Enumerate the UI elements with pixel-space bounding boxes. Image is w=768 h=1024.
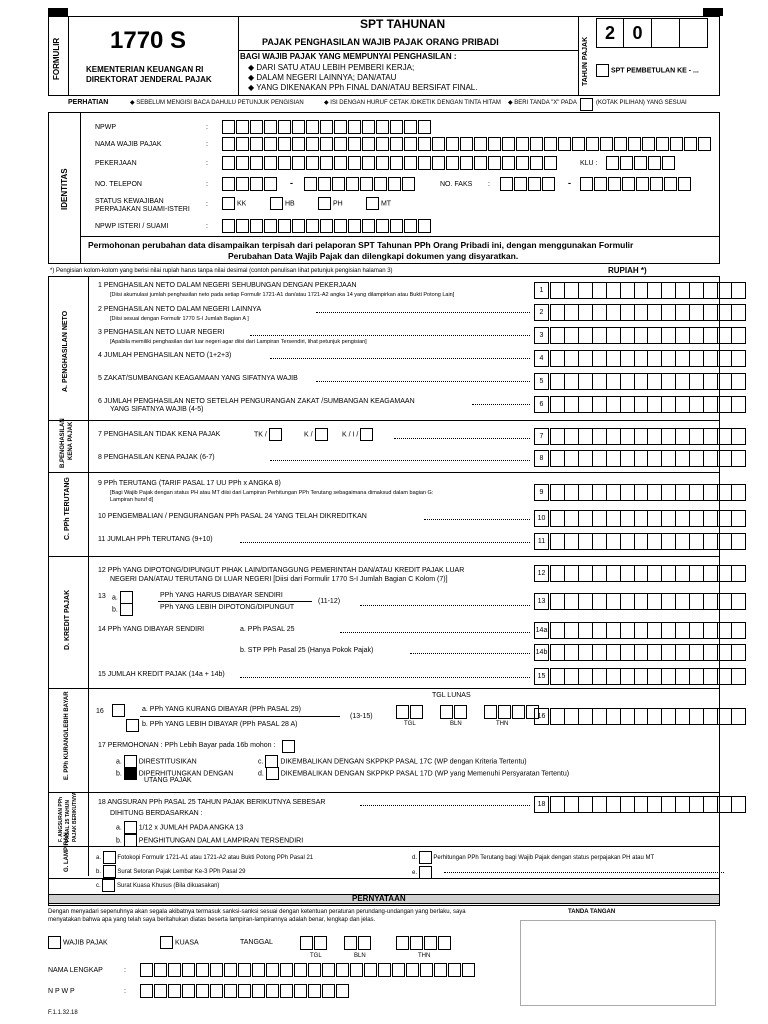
row-11-label: 11 JUMLAH PPh TERUTANG (9+10) bbox=[98, 536, 213, 543]
notice-1: ◆ SEBELUM MENGISI BACA DAHULU PETUNJUK PENGISIAN bbox=[130, 100, 304, 106]
amount-4[interactable] bbox=[550, 350, 746, 367]
colon: : bbox=[488, 181, 490, 188]
colon: : bbox=[206, 160, 208, 167]
installment-option-b[interactable]: b. PENGHITUNGAN DALAM LAMPIRAN TERSENDIRI bbox=[116, 834, 303, 847]
payment-date-year[interactable] bbox=[484, 705, 540, 719]
notice-3: ◆ BERI TANDA "X" PADA bbox=[508, 100, 577, 106]
spt-subtitle: PAJAK PENGHASILAN WAJIB PAJAK ORANG PRIBADI bbox=[262, 37, 499, 47]
klu-label: KLU : bbox=[580, 160, 598, 167]
status-label-1: STATUS KEWAJIBAN bbox=[95, 198, 164, 205]
refund-option[interactable]: a. DIRESTITUSIKAN bbox=[116, 755, 197, 768]
section-f-3: PAJAK BERIKUTNYA bbox=[72, 791, 78, 842]
line-6: 6 bbox=[534, 396, 549, 413]
row-13-number: 13 bbox=[98, 593, 106, 600]
full-name-input[interactable] bbox=[140, 963, 476, 977]
job-input[interactable] bbox=[222, 156, 558, 170]
colon: : bbox=[206, 141, 208, 148]
row-13-formula: (11-12) bbox=[318, 598, 341, 605]
line-2: 2 bbox=[534, 304, 549, 321]
row-18-basis: DIHITUNG BERDASARKAN : bbox=[110, 810, 203, 817]
statement-date-month[interactable] bbox=[344, 936, 372, 950]
attachment-b[interactable]: b. Surat Setoran Pajak Lembar Ke-3 PPh Pasal 29 bbox=[96, 865, 245, 878]
line-8: 8 bbox=[534, 450, 549, 467]
colon: : bbox=[124, 988, 126, 995]
signature-label: TANDA TANGAN bbox=[568, 909, 616, 915]
amount-2[interactable] bbox=[550, 304, 746, 321]
row-13-b[interactable]: b. bbox=[112, 603, 133, 616]
notice-checkbox bbox=[580, 98, 593, 111]
phone-label: NO. TELEPON bbox=[95, 181, 142, 188]
status-ph-option[interactable]: PH bbox=[318, 197, 343, 210]
full-name-label: NAMA LENGKAP bbox=[48, 967, 103, 974]
line-15: 15 bbox=[534, 668, 549, 685]
fax-area-input[interactable] bbox=[500, 177, 556, 191]
tgl-lunas-label: TGL LUNAS bbox=[432, 692, 471, 699]
row-14a-label: a. PPh PASAL 25 bbox=[240, 626, 295, 633]
line-5: 5 bbox=[534, 373, 549, 390]
status-mt-option[interactable]: MT bbox=[366, 197, 391, 210]
row-17-label: 17 PERMOHONAN : PPh Lebih Bayar pada 16b mohon : bbox=[98, 742, 276, 749]
amount-12[interactable] bbox=[550, 565, 746, 582]
statement-text: Dengan menyadari sepenuhnya akan segala akibatnya termasuk sanksi-sanksi sesuai dengan ketentuan peraturan perundang-undangan yang berlaku, saya menyatakan bahwa apa yang telah saya beritahukan diatas beserta lampiran-lampirannya adalah benar, lengkap dan jelas. bbox=[48, 909, 466, 923]
amendment-checkbox[interactable] bbox=[596, 64, 609, 77]
ministry: KEMENTERIAN KEUANGAN RI bbox=[86, 65, 204, 74]
line-4: 4 bbox=[534, 350, 549, 367]
notice-label: PERHATIAN bbox=[68, 99, 109, 106]
status-label-2: PERPAJAKAN SUAMI-ISTERI bbox=[95, 206, 190, 213]
colon: : bbox=[206, 124, 208, 131]
line-9: 9 bbox=[534, 484, 549, 501]
amount-8[interactable] bbox=[550, 450, 746, 467]
fax-number-input[interactable] bbox=[580, 177, 692, 191]
directorate: DIREKTORAT JENDERAL PAJAK bbox=[86, 75, 212, 84]
row-16a-checkbox[interactable] bbox=[112, 704, 125, 717]
row-6-label-2: YANG SIFATNYA WAJIB (4-5) bbox=[110, 406, 204, 413]
amount-10[interactable] bbox=[550, 510, 746, 527]
row-13-a[interactable]: a. bbox=[112, 591, 133, 604]
taxpayer-option[interactable]: WAJIB PAJAK bbox=[48, 936, 108, 949]
line-13: 13 bbox=[534, 593, 549, 610]
line-16: 16 bbox=[534, 708, 549, 725]
section-g: G. LAMPIRAN bbox=[64, 832, 70, 872]
data-change-request-1: Permohonan perubahan data disampaikan terpisah dari pelaporan SPT Tahunan PPh Orang Pribadi ini, dengan menggunakan Formulir bbox=[88, 240, 634, 250]
year-digit-4[interactable] bbox=[680, 18, 708, 48]
offset-option-2: UTANG PAJAK bbox=[144, 777, 192, 784]
colon: : bbox=[206, 181, 208, 188]
row-4-label: 4 JUMLAH PENGHASILAN NETO (1+2+3) bbox=[98, 352, 232, 359]
thn-label: THN bbox=[496, 721, 509, 727]
amount-11[interactable] bbox=[550, 533, 746, 550]
row-5-label: 5 ZAKAT/SUMBANGAN KEAGAMAAN YANG SIFATNYA WAJIB bbox=[98, 375, 298, 382]
status-kk-option[interactable]: KK bbox=[222, 197, 246, 210]
statement-bln-label: BLN bbox=[354, 953, 366, 959]
row-8-label: 8 PENGHASILAN KENA PAJAK (6-7) bbox=[98, 454, 215, 461]
income-bullet-2: ◆ DALAM NEGERI LAINNYA; DAN/ATAU bbox=[248, 73, 397, 82]
payment-date-day[interactable] bbox=[396, 705, 424, 719]
row-12-label: 12 PPh YANG DIPOTONG/DIPUNGUT PIHAK LAIN/DITANGGUNG PEMERINTAH DAN/ATAU KREDIT PAJAK LUAR bbox=[98, 567, 465, 574]
row-16a-label: a. PPh YANG KURANG DIBAYAR (PPh PASAL 29) bbox=[142, 706, 301, 713]
section-f-1: F. ANGSURAN PPh bbox=[58, 796, 64, 842]
attachment-a[interactable]: a. Fotokopi Formulir 1721-A1 atau 1721-A2 atau Bukti Potong PPh Pasal 21 bbox=[96, 851, 313, 864]
ptkp-ki[interactable]: K / I / bbox=[342, 428, 373, 441]
amount-14a[interactable] bbox=[550, 622, 746, 639]
row-6-label: 6 JUMLAH PENGHASILAN NETO SETELAH PENGURANGAN ZAKAT /SUMBANGAN KEAGAMAAN bbox=[98, 398, 415, 405]
npwp-sign-label: N P W P bbox=[48, 988, 75, 995]
income-bullet-1: ◆ DARI SATU ATAU LEBIH PEMBERI KERJA; bbox=[248, 63, 415, 72]
corner-mark-right bbox=[703, 8, 723, 16]
statement-thn-label: THN bbox=[418, 953, 431, 959]
rupiah-header: RUPIAH *) bbox=[608, 266, 647, 275]
amount-15[interactable] bbox=[550, 668, 746, 685]
amount-7[interactable] bbox=[550, 428, 746, 445]
signature-box[interactable] bbox=[520, 920, 716, 1006]
payment-date-month[interactable] bbox=[440, 705, 468, 719]
status-hb-option[interactable]: HB bbox=[270, 197, 295, 210]
form-label: FORMULIR bbox=[52, 37, 61, 80]
form-number: 1770 S bbox=[110, 27, 187, 54]
row-12-label-2: NEGERI DAN/ATAU TERUTANG DI LUAR NEGERI [Diisi dari Formulir 1770 S-I Jumlah Bagian C Kolom (7)] bbox=[110, 576, 448, 583]
income-intro: BAGI WAJIB PAJAK YANG MEMPUNYAI PENGHASILAN : bbox=[240, 52, 457, 61]
tax-year-boxes bbox=[596, 18, 708, 48]
corner-mark-left bbox=[48, 8, 68, 16]
amount-16[interactable] bbox=[550, 708, 746, 725]
job-label: PEKERJAAN bbox=[95, 160, 137, 167]
row-3-note: [Apabila memiliki penghasilan dari luar negeri agar diisi dari Lampiran Tersendiri, lihat petunjuk pengisian] bbox=[110, 339, 367, 345]
notice-4: (KOTAK PILIHAN) YANG SESUAI bbox=[596, 100, 687, 106]
row-1-note: [Diisi akumulasi jumlah penghasilan neto pada setiap Formulir 1721-A1 dan/atau 1721-A2 angka 14 yang dilampirkan atau Bukti Potong Lain] bbox=[110, 292, 455, 298]
data-change-request-2: Perubahan Data Wajib Pajak dan dilengkapi dokumen yang disyaratkan. bbox=[228, 251, 519, 261]
colon: : bbox=[206, 201, 208, 208]
klu-input[interactable] bbox=[606, 156, 676, 170]
line-18: 18 bbox=[534, 796, 549, 813]
row-16-number: 16 bbox=[96, 708, 104, 715]
row-17-inline-box bbox=[282, 740, 295, 753]
date-label: TANGGAL bbox=[240, 939, 273, 946]
row-10-label: 10 PENGEMBALIAN / PENGURANGAN PPh PASAL 24 YANG TELAH DIKREDITKAN bbox=[98, 513, 367, 520]
attachment-e[interactable]: e. bbox=[412, 866, 432, 879]
year-digit-2[interactable]: 0 bbox=[624, 18, 652, 48]
row-14b-label: b. STP PPh Pasal 25 (Hanya Pokok Pajak) bbox=[240, 647, 374, 654]
amount-14b[interactable] bbox=[550, 644, 746, 661]
footer-code: F.1.1.32.18 bbox=[48, 1010, 78, 1016]
spouse-npwp-input[interactable] bbox=[222, 219, 432, 233]
section-e: E. PPh KURANG/LEBIH BAYAR bbox=[64, 691, 70, 780]
colon: : bbox=[124, 967, 126, 974]
section-a: A. PENGHASILAN NETO bbox=[62, 310, 69, 392]
line-11: 11 bbox=[534, 533, 549, 550]
income-bullet-3: ◆ YANG DIKENAKAN PPh FINAL DAN/ATAU BERSIFAT FINAL. bbox=[248, 83, 478, 92]
row-7-label: 7 PENGHASILAN TIDAK KENA PAJAK bbox=[98, 431, 221, 438]
ptkp-tk[interactable]: TK / bbox=[254, 428, 282, 441]
ptkp-k[interactable]: K / bbox=[304, 428, 328, 441]
amount-3[interactable] bbox=[550, 327, 746, 344]
line-10: 10 bbox=[534, 510, 549, 527]
phone-area-input[interactable] bbox=[222, 177, 278, 191]
row-3-label: 3 PENGHASILAN NETO LUAR NEGERI bbox=[98, 329, 225, 336]
row-16b-label: b. PPh YANG LEBIH DIBAYAR (PPh PASAL 28 A) bbox=[142, 721, 298, 728]
npwp-input[interactable] bbox=[222, 120, 432, 134]
attachment-c[interactable]: c. Surat Kuasa Khusus (Bila dikuasakan) bbox=[96, 879, 219, 892]
colon: : bbox=[206, 223, 208, 230]
name-input[interactable] bbox=[222, 137, 712, 151]
npwp-sign-input[interactable] bbox=[140, 984, 350, 998]
row-2-label: 2 PENGHASILAN NETO DALAM NEGERI LAINNYA bbox=[98, 306, 262, 313]
row-18-label: 18 ANGSURAN PPh PASAL 25 TAHUN PAJAK BERIKUTNYA SEBESAR bbox=[98, 799, 326, 806]
line-7: 7 bbox=[534, 428, 549, 445]
line-14a: 14a bbox=[534, 622, 549, 639]
section-b-2: KENA PAJAK bbox=[68, 421, 74, 460]
dash: - bbox=[568, 178, 571, 188]
amount-18[interactable] bbox=[550, 796, 746, 813]
skppkp-17d-option[interactable]: d. DIKEMBALIKAN DENGAN SKPPKP PASAL 17D (WP yang Memenuhi Persyaratan Tertentu) bbox=[258, 767, 569, 780]
name-label: NAMA WAJIB PAJAK bbox=[95, 141, 162, 148]
tax-year-label: TAHUN PAJAK bbox=[582, 36, 589, 86]
amount-1[interactable] bbox=[550, 282, 746, 299]
row-1-label: 1 PENGHASILAN NETO DALAM NEGERI SEHUBUNGAN DENGAN PEKERJAAN bbox=[98, 282, 357, 289]
tgl-label: TGL bbox=[404, 721, 416, 727]
phone-number-input[interactable] bbox=[304, 177, 416, 191]
row-13a-label: PPh YANG HARUS DIBAYAR SENDIRI bbox=[160, 592, 283, 599]
statement-date-year[interactable] bbox=[396, 936, 452, 950]
statement-title: PERNYATAAN bbox=[352, 894, 406, 903]
skppkp-17c-option[interactable]: c. DIKEMBALIKAN DENGAN SKPPKP PASAL 17C (WP dengan Kriteria Tertentu) bbox=[258, 755, 527, 768]
section-c: C. PPh TERUTANG bbox=[64, 477, 71, 540]
notice-2: ◆ ISI DENGAN HURUF CETAK /DIKETIK DENGAN TINTA HITAM bbox=[324, 100, 501, 106]
statement-date-day[interactable] bbox=[300, 936, 328, 950]
section-d: D. KREDIT PAJAK bbox=[64, 589, 71, 650]
year-digit-3[interactable] bbox=[652, 18, 680, 48]
section-b-1: B.PENGHASILAN bbox=[60, 418, 66, 468]
installment-option-a[interactable]: a. 1/12 x JUMLAH PADA ANGKA 13 bbox=[116, 821, 243, 834]
line-12: 12 bbox=[534, 565, 549, 582]
amount-5[interactable] bbox=[550, 373, 746, 390]
fax-label: NO. FAKS bbox=[440, 181, 473, 188]
line-14b: 14b bbox=[534, 644, 549, 661]
fill-note: *) Pengisian kolom-kolom yang berisi nilai rupiah harus tanpa nilai desimal (contoh penulisan lihat petunjuk pengisian halaman 3) bbox=[50, 268, 393, 274]
offset-option[interactable]: b. DIPERHITUNGKAN DENGAN bbox=[116, 767, 233, 780]
spouse-npwp-label: NPWP ISTERI / SUAMI bbox=[95, 223, 169, 230]
statement-tgl-label: TGL bbox=[310, 953, 322, 959]
identity-section: IDENTITAS bbox=[60, 168, 69, 210]
row-13b-label: PPh YANG LEBIH DIPOTONG/DIPUNGUT bbox=[160, 604, 295, 611]
row-9-label: 9 PPh TERUTANG (TARIF PASAL 17 UU PPh x ANGKA 8) bbox=[98, 480, 281, 487]
row-9-note: [Bagi Wajib Pajak dengan status PH atau MT diisi dari Lampiran Perhitungan PPh Terutang sebagaimana dimaksud dalam bagian G: bbox=[110, 490, 434, 496]
row-9-note-2: Lampiran huruf d] bbox=[110, 497, 154, 503]
row-16-formula: (13-15) bbox=[350, 713, 373, 720]
row-16b-checkbox[interactable] bbox=[126, 719, 139, 732]
amount-13[interactable] bbox=[550, 593, 746, 610]
row-14-label: 14 PPh YANG DIBAYAR SENDIRI bbox=[98, 626, 205, 633]
proxy-option[interactable]: KUASA bbox=[160, 936, 199, 949]
row-2-note: [Diisi sesuai dengan Formulir 1770 S-I Jumlah Bagian A ] bbox=[110, 316, 249, 322]
attachment-d[interactable]: d. Perhitungan PPh Terutang bagi Wajib Pajak dengan status perpajakan PH atau MT bbox=[412, 851, 654, 864]
amendment-option: SPT PEMBETULAN KE - ... bbox=[596, 64, 699, 77]
amount-9[interactable] bbox=[550, 484, 746, 501]
line-1: 1 bbox=[534, 282, 549, 299]
amount-6[interactable] bbox=[550, 396, 746, 413]
line-3: 3 bbox=[534, 327, 549, 344]
npwp-label: NPWP bbox=[95, 124, 116, 131]
row-15-label: 15 JUMLAH KREDIT PAJAK (14a + 14b) bbox=[98, 671, 225, 678]
dash: - bbox=[290, 178, 293, 188]
year-digit-1[interactable]: 2 bbox=[596, 18, 624, 48]
bln-label: BLN bbox=[450, 721, 462, 727]
section-f-2: PASAL 25 TAHUN bbox=[65, 800, 71, 842]
spt-title: SPT TAHUNAN bbox=[360, 17, 446, 31]
